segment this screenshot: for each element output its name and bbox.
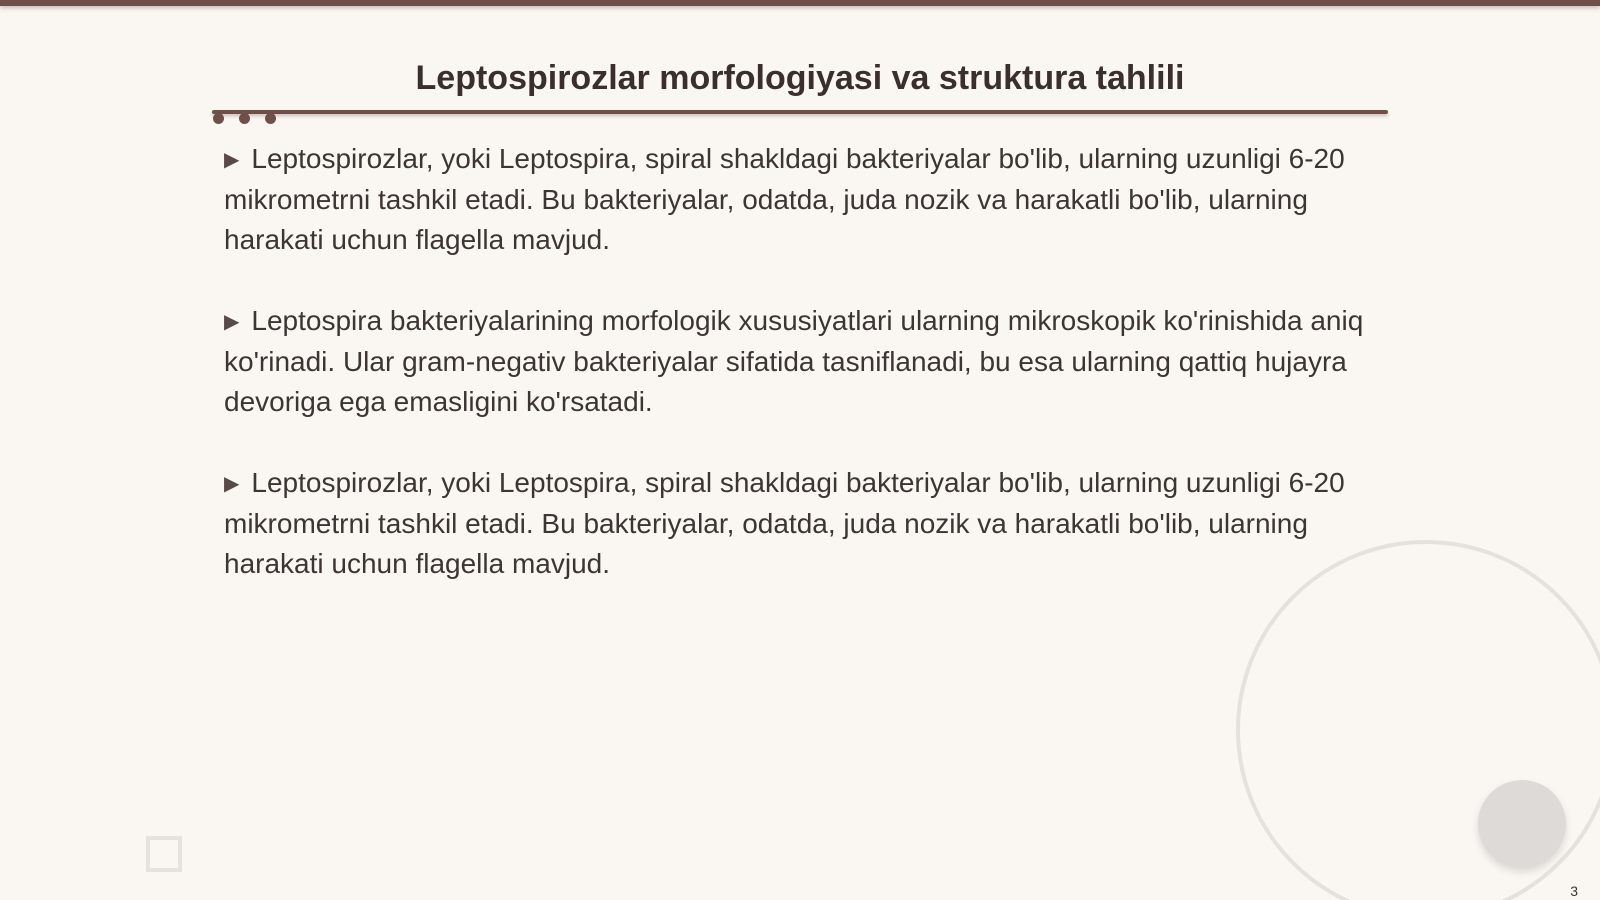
page-number: 3 xyxy=(1570,883,1578,899)
slide-title: Leptospirozlar morfologiyasi va struktura tahlili xyxy=(415,59,1185,97)
bullet-item xyxy=(224,301,1384,422)
top-accent-bar xyxy=(0,0,1600,6)
bullet-text: Leptospirozlar, yoki Leptospira, spiral shakldagi bakteriyalar bo'lib, ularning uzunligi 6-20 mikrometrni tashkil etadi. Bu bakteriyalar, odatda, juda nozik va harakatli bo'lib, ularning harakati uchun flagella mavjud. xyxy=(224,467,1345,579)
decorative-dot xyxy=(239,113,250,124)
bullet-arrow-icon: ▶ xyxy=(224,311,240,333)
bullet-text: Leptospirozlar, yoki Leptospira, spiral shakldagi bakteriyalar bo'lib, ularning uzunligi 6-20 mikrometrni tashkil etadi. Bu bakteriyalar, odatda, juda nozik va harakatli bo'lib, ularning harakati uchun flagella mavjud. xyxy=(224,143,1345,255)
decorative-circle xyxy=(1478,780,1566,868)
title-underline xyxy=(212,110,1388,114)
decorative-square xyxy=(146,836,182,872)
bullet-list xyxy=(224,139,1384,625)
bullet-item xyxy=(224,139,1384,260)
bullet-item xyxy=(224,463,1384,584)
bullet-text: Leptospira bakteriyalarining morfologik xususiyatlari ularning mikroskopik ko'rinishida aniq ko'rinadi. Ular gram-negativ bakteriyalar sifatida tasniflanadi, bu esa ularning qattiq hujayra devoriga ega emasligini ko'rsatadi. xyxy=(224,305,1364,417)
bullet-arrow-icon: ▶ xyxy=(224,473,240,495)
decorative-dot xyxy=(213,113,224,124)
decorative-dot xyxy=(265,113,276,124)
bullet-arrow-icon: ▶ xyxy=(224,149,240,171)
